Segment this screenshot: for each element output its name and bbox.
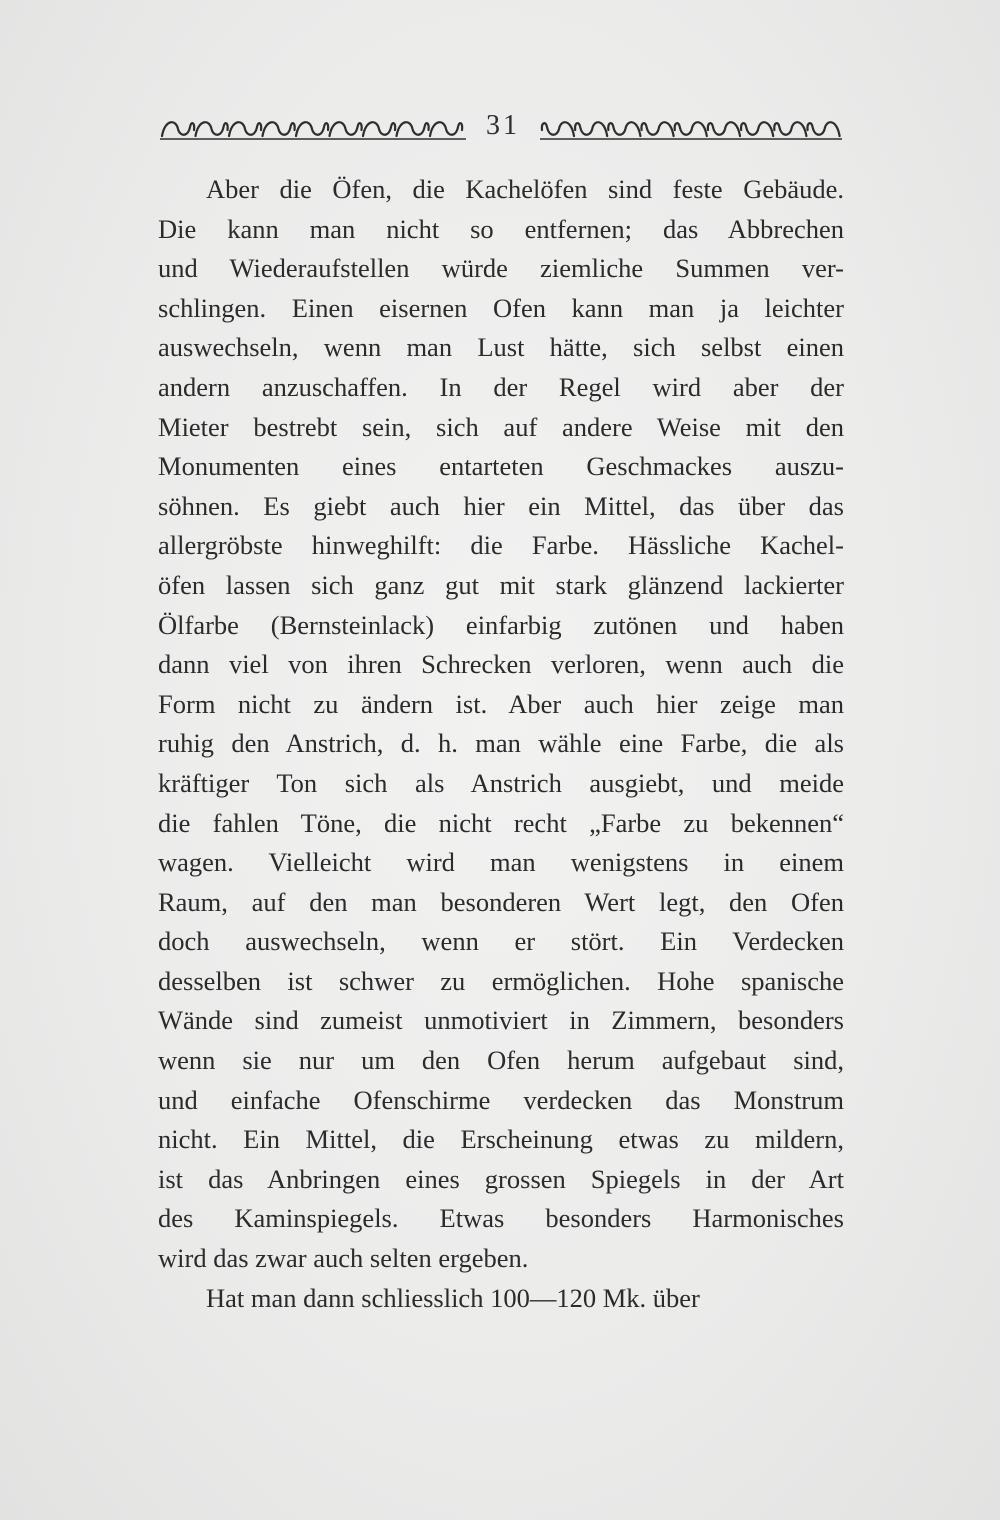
ornament-flourish bbox=[263, 122, 295, 136]
ornament-flourish bbox=[774, 122, 806, 136]
text-line: dann viel von ihren Schrecken verloren, wenn auch die bbox=[158, 649, 844, 680]
ornament-flourish bbox=[675, 122, 707, 136]
text-line: Aber die Öfen, die Kachelöfen sind feste Gebäude. bbox=[206, 174, 844, 204]
text-line: wagen. Vielleicht wird man wenigstens in einem bbox=[158, 847, 844, 878]
body-text bbox=[158, 170, 844, 1318]
ornament-flourish bbox=[608, 122, 640, 136]
ornament-flourish bbox=[397, 122, 429, 136]
ornament-flourish bbox=[741, 122, 773, 136]
text-line: öfen lassen sich ganz gut mit stark glänzend lackierter bbox=[158, 569, 844, 600]
ornament-flourish bbox=[641, 122, 673, 136]
right-ornament bbox=[538, 116, 844, 142]
ornament-flourish bbox=[430, 122, 462, 136]
left-ornament bbox=[158, 116, 468, 142]
page-number: 31 bbox=[486, 110, 520, 141]
text-line: nicht. Ein Mittel, die Erscheinung etwas zu mildern, bbox=[158, 1124, 844, 1155]
text-line: andern anzuschaffen. In der Regel wird aber der bbox=[158, 371, 844, 402]
text-line: Raum, auf den man besonderen Wert legt, den Ofen bbox=[158, 886, 844, 917]
text-line: schlingen. Einen eisernen Ofen kann man ja leichter bbox=[158, 292, 844, 323]
text-line: und Wiederaufstellen würde ziemliche Summen ver- bbox=[158, 253, 844, 284]
ornament-flourish bbox=[162, 122, 194, 136]
text-line: Mieter bestrebt sein, sich auf andere Weise mit den bbox=[158, 411, 844, 442]
ornament-flourish bbox=[708, 122, 740, 136]
ornament-flourish bbox=[363, 122, 395, 136]
text-line: wird das zwar auch selten ergeben. bbox=[158, 1243, 529, 1274]
text-line: kräftiger Ton sich als Anstrich ausgiebt, und meide bbox=[158, 767, 844, 798]
text-line: doch auswechseln, wenn er stört. Ein Verdecken bbox=[158, 926, 844, 957]
paragraph bbox=[158, 1279, 844, 1319]
text-line: ruhig den Anstrich, d. h. man wähle eine Farbe, die als bbox=[158, 728, 844, 759]
text-line: Wände sind zumeist unmotiviert in Zimmern, besonders bbox=[158, 1005, 844, 1036]
text-line: und einfache Ofenschirme verdecken das Monstrum bbox=[158, 1084, 844, 1115]
text-line: des Kaminspiegels. Etwas besonders Harmonisches bbox=[158, 1203, 844, 1234]
text-line: ist das Anbringen eines grossen Spiegels in der Art bbox=[158, 1163, 844, 1194]
running-header bbox=[158, 108, 844, 148]
text-line: Monumenten eines entarteten Geschmackes auszu- bbox=[158, 451, 844, 482]
ornament-flourish bbox=[575, 122, 607, 136]
text-line: desselben ist schwer zu ermöglichen. Hohe spanische bbox=[158, 965, 844, 996]
text-line: Ölfarbe (Bernsteinlack) einfarbig zutönen und haben bbox=[158, 609, 844, 640]
text-line: Form nicht zu ändern ist. Aber auch hier zeige man bbox=[158, 688, 844, 719]
ornament-flourish bbox=[196, 122, 228, 136]
ornament-flourish bbox=[330, 122, 362, 136]
text-line: allergröbste hinweghilft: die Farbe. Hässliche Kachel- bbox=[158, 530, 844, 561]
ornament-flourish bbox=[229, 122, 261, 136]
ornament-flourish bbox=[296, 122, 328, 136]
ornament-flourish bbox=[542, 122, 574, 136]
text-line: söhnen. Es giebt auch hier ein Mittel, das über das bbox=[158, 490, 844, 521]
text-line: die fahlen Töne, die nicht recht „Farbe zu bekennen“ bbox=[158, 807, 844, 838]
text-line: Die kann man nicht so entfernen; das Abbrechen bbox=[158, 213, 844, 244]
text-line: auswechseln, wenn man Lust hätte, sich selbst einen bbox=[158, 332, 844, 363]
ornament-flourish bbox=[807, 122, 839, 136]
paragraph bbox=[158, 170, 844, 1279]
text-line: wenn sie nur um den Ofen herum aufgebaut sind, bbox=[158, 1045, 844, 1076]
text-line: Hat man dann schliesslich 100—120 Mk. über bbox=[206, 1282, 700, 1313]
